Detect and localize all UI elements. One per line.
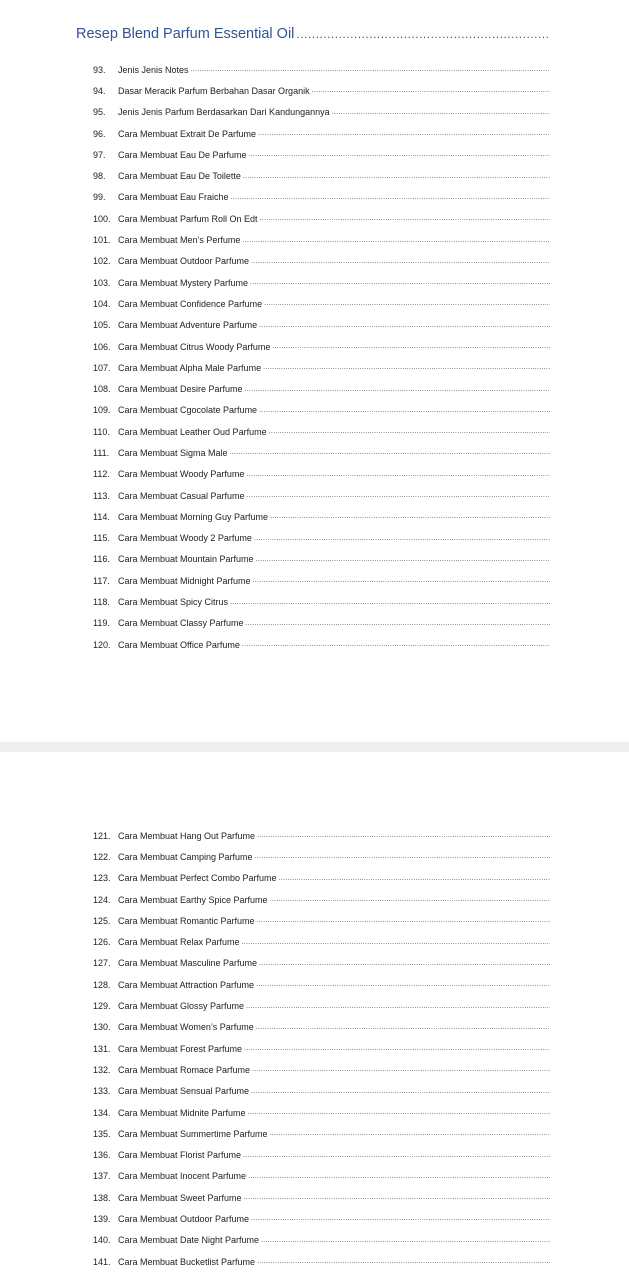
toc-entry-title: Jenis Jenis Parfum Berdasarkan Dari Kandungannya: [118, 107, 330, 118]
toc-entry[interactable]: [93, 634, 550, 655]
toc-entry[interactable]: [93, 1017, 550, 1038]
toc-entry[interactable]: [93, 59, 550, 80]
toc-entry-title: Cara Membuat Date Night Parfume: [118, 1235, 260, 1246]
dot-leader: [312, 87, 550, 94]
toc-entry[interactable]: [93, 1208, 550, 1229]
toc-entry[interactable]: [93, 208, 550, 229]
toc-entry-title: Cara Membuat Eau De Toilette: [118, 171, 241, 182]
toc-entry[interactable]: [93, 123, 550, 144]
toc-entry[interactable]: [93, 591, 550, 612]
toc-entry-number: 126.: [93, 937, 111, 948]
dot-leader: [260, 215, 550, 222]
toc-entry[interactable]: [93, 613, 550, 634]
dot-leader: [242, 237, 550, 244]
toc-entry-number: 98.: [93, 171, 106, 182]
toc-entry-title: Cara Membuat Mystery Parfume: [118, 277, 249, 288]
toc-list: [93, 59, 550, 655]
toc-entry-title: Cara Membuat Cgocolate Parfume: [118, 405, 258, 416]
toc-entry-number: 117.: [93, 575, 110, 586]
toc-entry-title: Cara Membuat Morning Guy Parfume: [118, 511, 269, 522]
dot-leader: [332, 109, 550, 116]
toc-entry-number: 125.: [93, 915, 111, 926]
toc-entry-title: Cara Membuat Woody Parfume: [118, 469, 245, 480]
toc-entry[interactable]: [93, 825, 550, 846]
toc-entry-title: Cara Membuat Midnite Parfume: [118, 1107, 246, 1118]
toc-entry[interactable]: [93, 293, 550, 314]
toc-entry[interactable]: [93, 102, 550, 123]
toc-entry-title: Jenis Jenis Notes: [118, 64, 189, 75]
toc-entry-number: 129.: [93, 1001, 111, 1012]
toc-entry[interactable]: [93, 80, 550, 101]
toc-entry-number: 141.: [93, 1256, 111, 1267]
toc-entry-title: Cara Membuat Leather Oud Parfume: [118, 426, 267, 437]
dot-leader: [254, 535, 550, 542]
toc-entry-title: Cara Membuat Camping Parfume: [118, 851, 253, 862]
toc-entry-number: 135.: [93, 1128, 111, 1139]
dot-leader: [230, 449, 550, 456]
toc-entry-number: 134.: [93, 1107, 111, 1118]
dot-leader: [246, 620, 550, 627]
toc-entry[interactable]: [93, 1230, 550, 1251]
toc-entry[interactable]: [93, 868, 550, 889]
toc-entry-title: Cara Membuat Mountain Parfume: [118, 554, 254, 565]
toc-entry-number: 93.: [93, 64, 106, 75]
toc-entry-number: 111.: [93, 447, 110, 458]
dot-leader: [248, 1173, 550, 1180]
toc-entry-number: 108.: [93, 384, 111, 395]
toc-entry-title: Cara Membuat Eau Fraiche: [118, 192, 229, 203]
toc-entry-number: 109.: [93, 405, 111, 416]
toc-entry-title: Cara Membuat Sweet Parfume: [118, 1192, 242, 1203]
dot-leader: [231, 194, 550, 201]
dot-leader: [257, 1258, 550, 1265]
toc-entry[interactable]: [93, 528, 550, 549]
toc-entry-title: Cara Membuat Summertime Parfume: [118, 1128, 268, 1139]
toc-entry-number: 130.: [93, 1022, 111, 1033]
toc-entry[interactable]: [93, 485, 550, 506]
toc-entry-title: Cara Membuat Forest Parfume: [118, 1043, 243, 1054]
toc-entry[interactable]: [93, 1059, 550, 1080]
toc-entry-title: Cara Membuat Office Parfume: [118, 639, 240, 650]
toc-entry-title: Cara Membuat Masculine Parfume: [118, 958, 258, 969]
toc-entry-number: 123.: [93, 873, 111, 884]
dot-leader: [245, 386, 550, 393]
toc-entry-number: 139.: [93, 1213, 111, 1224]
toc-entry[interactable]: [93, 336, 550, 357]
dot-leader: [244, 1194, 550, 1201]
toc-entry-title: Cara Membuat Relax Parfume: [118, 937, 240, 948]
dot-leader: [252, 1066, 550, 1073]
toc-entry-title: Cara Membuat Desire Parfume: [118, 384, 243, 395]
toc-entry-title: Cara Membuat Woody 2 Parfume: [118, 533, 252, 544]
dot-leader: [250, 279, 550, 286]
toc-entry-title: Cara Membuat Women’s Parfume: [118, 1022, 254, 1033]
toc-entry-number: 120.: [93, 639, 111, 650]
toc-entry-number: 101.: [93, 235, 111, 246]
toc-entry[interactable]: [93, 421, 550, 442]
document-page-2: [0, 752, 629, 1280]
dot-leader: [253, 577, 550, 584]
dot-leader: [279, 875, 550, 882]
toc-entry-title: Cara Membuat Outdoor Parfume: [118, 1213, 250, 1224]
dot-leader: [259, 960, 550, 967]
toc-entry-number: 118.: [93, 597, 110, 608]
toc-entry-title: Cara Membuat Bucketlist Parfume: [118, 1256, 256, 1267]
toc-entry[interactable]: [93, 357, 550, 378]
toc-entry-title: Cara Membuat Eau De Parfume: [118, 149, 247, 160]
dot-leader: [263, 364, 550, 371]
toc-entry-number: 95.: [93, 107, 106, 118]
dot-leader: [243, 173, 550, 180]
toc-entry[interactable]: [93, 1144, 550, 1165]
dot-leader: [251, 1088, 550, 1095]
toc-entry-number: 99.: [93, 192, 106, 203]
toc-entry-title: Cara Membuat Glossy Parfume: [118, 1001, 245, 1012]
dot-leader: [246, 1003, 550, 1010]
dot-leader: [270, 896, 550, 903]
toc-entry-number: 124.: [93, 894, 111, 905]
heading-title: Resep Blend Parfum Essential Oil: [76, 26, 295, 42]
page-break: [0, 742, 629, 752]
toc-entry-title: Cara Membuat Parfum Roll On Edt: [118, 213, 258, 224]
toc-entry[interactable]: [93, 464, 550, 485]
toc-entry-title: Cara Membuat Midnight Parfume: [118, 575, 251, 586]
toc-entry-number: 121.: [93, 830, 111, 841]
toc-entry-number: 100.: [93, 213, 111, 224]
dot-leader: [261, 1237, 550, 1244]
dot-leader: [269, 428, 550, 435]
dot-leader: [258, 130, 550, 137]
toc-entry[interactable]: [93, 570, 550, 591]
dot-leader: [251, 1215, 550, 1222]
toc-entry-number: 106.: [93, 341, 111, 352]
dot-leader: [191, 66, 550, 73]
toc-entry-number: 115.: [93, 533, 110, 544]
toc-entry[interactable]: [93, 549, 550, 570]
toc-entry-title: Cara Membuat Sigma Male: [118, 447, 228, 458]
dot-leader: [255, 853, 550, 860]
dot-leader: [296, 27, 550, 41]
toc-entry[interactable]: [93, 1081, 550, 1102]
dot-leader: [257, 832, 550, 839]
toc-entry[interactable]: [93, 846, 550, 867]
toc-entry-title: Cara Membuat Earthy Spice Parfume: [118, 894, 268, 905]
dot-leader: [264, 300, 550, 307]
toc-entry[interactable]: [93, 272, 550, 293]
dot-leader: [247, 492, 550, 499]
toc-entry-number: 136.: [93, 1150, 111, 1161]
toc-entry-number: 131.: [93, 1043, 111, 1054]
dot-leader: [242, 939, 550, 946]
dot-leader: [251, 258, 550, 265]
toc-entry-number: 114.: [93, 511, 110, 522]
toc-entry[interactable]: [93, 187, 550, 208]
toc-entry-number: 128.: [93, 979, 111, 990]
dot-leader: [256, 1024, 550, 1031]
toc-entry[interactable]: [93, 506, 550, 527]
dot-leader: [248, 1109, 550, 1116]
toc-entry-title: Cara Membuat Citrus Woody Parfume: [118, 341, 271, 352]
toc-entry-title: Cara Membuat Hang Out Parfume: [118, 830, 256, 841]
toc-entry[interactable]: [93, 931, 550, 952]
toc-entry-title: Cara Membuat Casual Parfume: [118, 490, 245, 501]
toc-entry[interactable]: [93, 378, 550, 399]
toc-entry-number: 113.: [93, 490, 110, 501]
toc-entry[interactable]: [93, 910, 550, 931]
toc-entry-title: Cara Membuat Sensual Parfume: [118, 1086, 250, 1097]
dot-leader: [246, 471, 550, 478]
toc-entry-number: 110.: [93, 426, 110, 437]
toc-entry-title: Cara Membuat Perfect Combo Parfume: [118, 873, 277, 884]
toc-entry-number: 138.: [93, 1192, 111, 1203]
dot-leader: [270, 513, 550, 520]
dot-leader: [230, 599, 550, 606]
toc-entry[interactable]: [93, 400, 550, 421]
toc-entry-title: Cara Membuat Spicy Citrus: [118, 597, 229, 608]
toc-entry-number: 97.: [93, 149, 106, 160]
toc-entry-number: 96.: [93, 128, 106, 139]
toc-entry-title: Cara Membuat Men’s Perfume: [118, 235, 241, 246]
toc-entry-title: Cara Membuat Florist Parfume: [118, 1150, 242, 1161]
toc-entry[interactable]: [93, 144, 550, 165]
toc-entry-number: 112.: [93, 469, 110, 480]
toc-entry[interactable]: [93, 1102, 550, 1123]
toc-entry-title: Cara Membuat Inocent Parfume: [118, 1171, 247, 1182]
toc-entry-number: 127.: [93, 958, 111, 969]
toc-entry-number: 105.: [93, 320, 111, 331]
toc-entry-number: 119.: [93, 618, 110, 629]
toc-entry-number: 122.: [93, 851, 111, 862]
toc-entry-number: 104.: [93, 298, 111, 309]
toc-entry-title: Dasar Meracik Parfum Berbahan Dasar Organik: [118, 85, 310, 96]
dot-leader: [257, 917, 550, 924]
toc-entry-title: Cara Membuat Adventure Parfume: [118, 320, 258, 331]
toc-entry-title: Cara Membuat Romace Parfume: [118, 1064, 251, 1075]
toc-entry[interactable]: [93, 229, 550, 250]
toc-entry[interactable]: [93, 1038, 550, 1059]
toc-entry-number: 116.: [93, 554, 110, 565]
toc-entry-number: 132.: [93, 1064, 111, 1075]
toc-entry-number: 140.: [93, 1235, 111, 1246]
toc-entry[interactable]: [93, 1251, 550, 1272]
dot-leader: [259, 322, 550, 329]
toc-entry-number: 137.: [93, 1171, 111, 1182]
toc-heading[interactable]: [76, 26, 550, 46]
toc-entry[interactable]: [93, 974, 550, 995]
toc-entry-title: Cara Membuat Alpha Male Parfume: [118, 362, 262, 373]
toc-entry-number: 133.: [93, 1086, 111, 1097]
dot-leader: [243, 1152, 550, 1159]
toc-entry[interactable]: [93, 165, 550, 186]
dot-leader: [249, 151, 550, 158]
toc-entry[interactable]: [93, 1166, 550, 1187]
toc-entry[interactable]: [93, 889, 550, 910]
toc-entry[interactable]: [93, 953, 550, 974]
dot-leader: [256, 556, 550, 563]
dot-leader: [272, 343, 550, 350]
toc-entry-number: 107.: [93, 362, 111, 373]
toc-entry-number: 103.: [93, 277, 111, 288]
toc-entry[interactable]: [93, 251, 550, 272]
toc-entry-title: Cara Membuat Confidence Parfume: [118, 298, 263, 309]
dot-leader: [256, 981, 550, 988]
toc-entry[interactable]: [93, 1187, 550, 1208]
dot-leader: [270, 1130, 550, 1137]
toc-entry-title: Cara Membuat Romantic Parfume: [118, 915, 255, 926]
dot-leader: [244, 1045, 550, 1052]
toc-entry-title: Cara Membuat Classy Parfume: [118, 618, 244, 629]
toc-entry-title: Cara Membuat Extrait De Parfume: [118, 128, 257, 139]
toc-entry-title: Cara Membuat Outdoor Parfume: [118, 256, 250, 267]
toc-entry[interactable]: [93, 442, 550, 463]
dot-leader: [259, 407, 550, 414]
toc-entry-title: Cara Membuat Attraction Parfume: [118, 979, 255, 990]
toc-entry-number: 102.: [93, 256, 111, 267]
dot-leader: [242, 641, 550, 648]
toc-list: [93, 825, 550, 1272]
toc-entry[interactable]: [93, 995, 550, 1016]
toc-entry[interactable]: [93, 1123, 550, 1144]
toc-entry-number: 94.: [93, 85, 106, 96]
toc-entry[interactable]: [93, 315, 550, 336]
